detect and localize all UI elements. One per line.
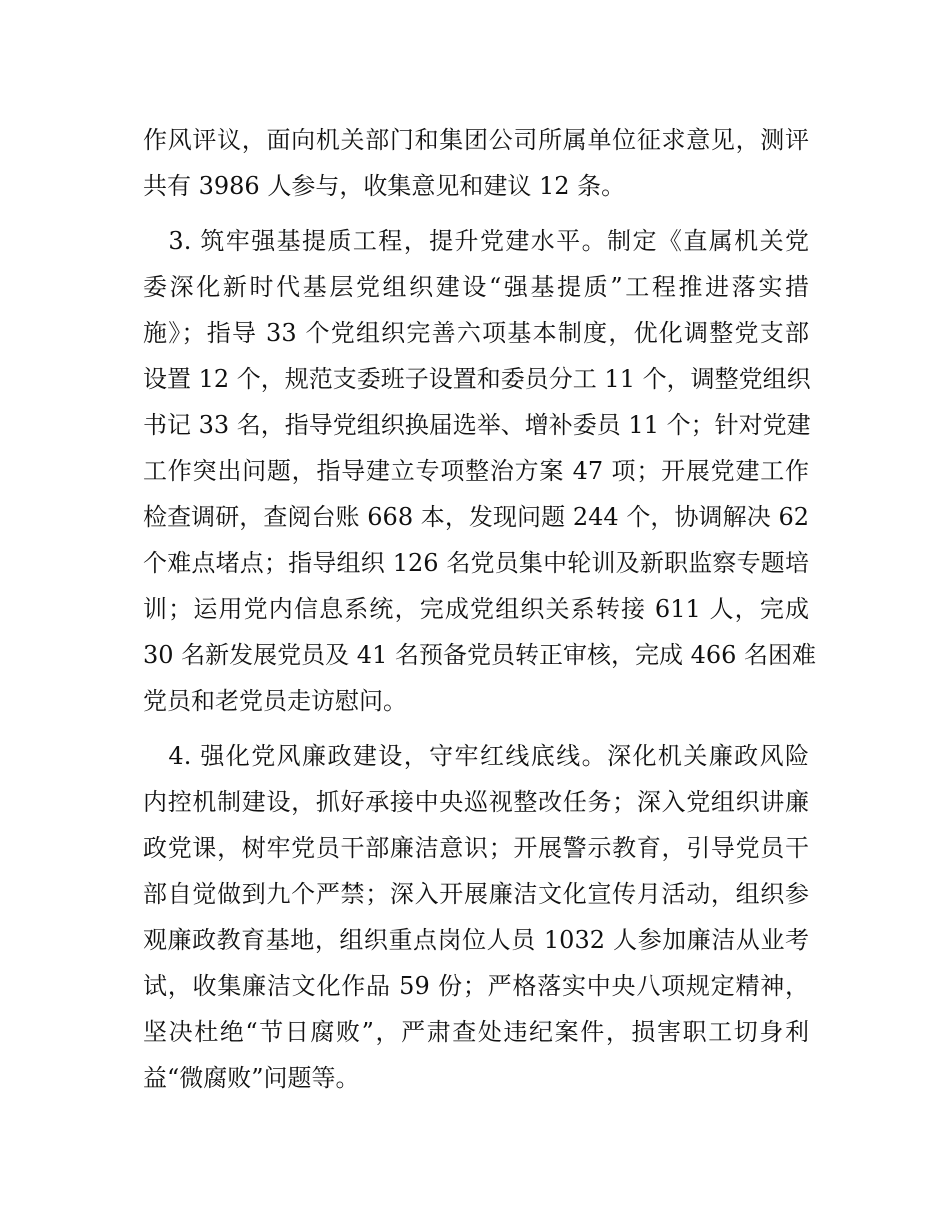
text-line: 检查调研，查阅台账 668 本，发现问题 244 个，协调解决 62	[143, 503, 809, 531]
text-line: 30 名新发展党员及 41 名预备党员转正审核，完成 466 名困难	[143, 641, 817, 669]
paragraph-continuation	[143, 117, 809, 209]
paragraph-item-3	[143, 218, 817, 724]
text-line: 个难点堵点；指导组织 126 名党员集中轮训及新职监察专题培	[143, 549, 809, 577]
text-line-heading: 3. 筑牢强基提质工程，提升党建水平。制定《直属机关党	[143, 227, 809, 255]
text-line: 内控机制建设，抓好承接中央巡视整改任务；深入党组织讲廉	[143, 788, 809, 816]
text-line-heading: 4. 强化党风廉政建设，守牢红线底线。深化机关廉政风险	[143, 742, 809, 770]
paragraph-item-4	[143, 733, 809, 1101]
text-line: 训；运用党内信息系统，完成党组织关系转接 611 人，完成	[143, 595, 809, 623]
text-line: 设置 12 个，规范支委班子设置和委员分工 11 个，调整党组织	[143, 365, 811, 393]
text-line: 作风评议，面向机关部门和集团公司所属单位征求意见，测评	[143, 126, 809, 154]
text-line: 试，收集廉洁文化作品 59 份；严格落实中央八项规定精神，	[143, 972, 809, 1000]
text-line: 观廉政教育基地，组织重点岗位人员 1032 人参加廉洁从业考	[143, 926, 809, 954]
text-line: 部自觉做到九个严禁；深入开展廉洁文化宣传月活动，组织参	[143, 880, 809, 908]
text-line: 委深化新时代基层党组织建设“强基提质”工程推进落实措	[143, 273, 809, 301]
text-line: 工作突出问题，指导建立专项整治方案 47 项；开展党建工作	[143, 457, 809, 485]
text-line: 共有 3986 人参与，收集意见和建议 12 条。	[143, 172, 626, 200]
text-line: 施》；指导 33 个党组织完善六项基本制度，优化调整党支部	[143, 319, 809, 347]
text-line: 党员和老党员走访慰问。	[143, 687, 407, 715]
text-line: 书记 33 名，指导党组织换届选举、增补委员 11 个；针对党建	[143, 411, 811, 439]
document-page	[143, 117, 817, 1101]
text-line: 坚决杜绝“节日腐败”，严肃查处违纪案件，损害职工切身利	[143, 1018, 809, 1046]
text-line: 益“微腐败”问题等。	[143, 1064, 360, 1092]
text-line: 政党课，树牢党员干部廉洁意识；开展警示教育，引导党员干	[143, 834, 809, 862]
